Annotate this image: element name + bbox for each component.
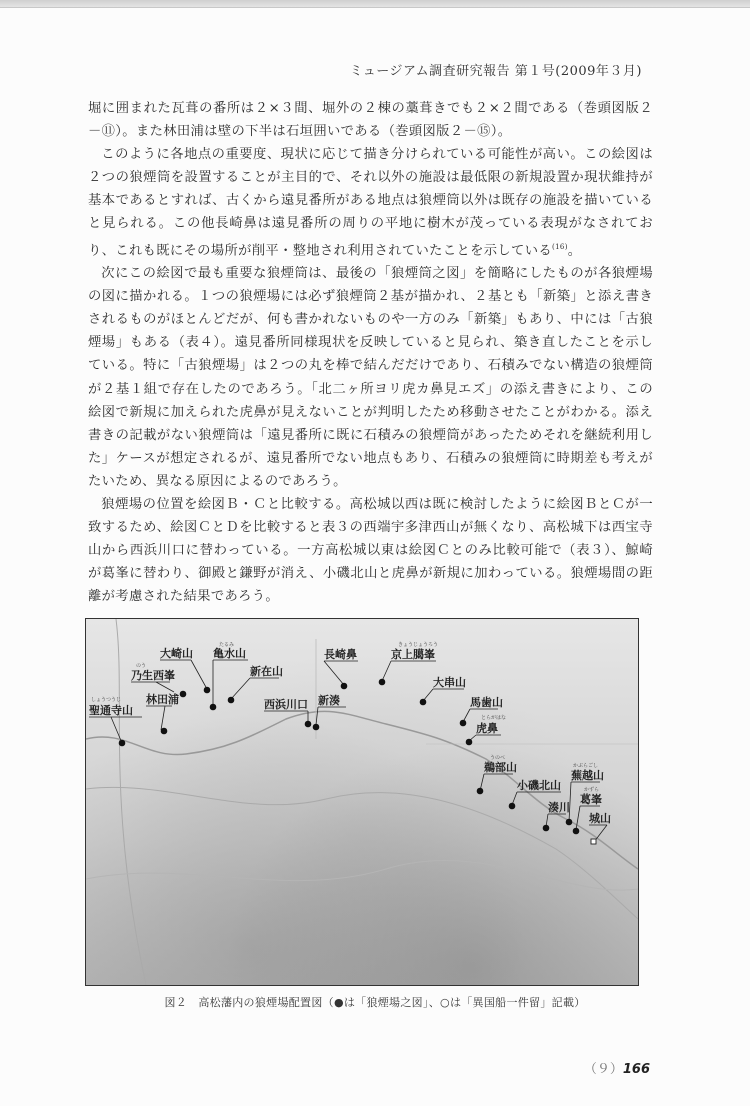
running-head: ミュージアム調査研究報告 第１号(2009年３月) — [349, 64, 642, 79]
map-label-5: 新在山 — [250, 665, 283, 678]
map-ruby-17: かずら — [584, 787, 600, 793]
footnote-ref-16[interactable]: (16) — [552, 242, 568, 251]
body-text — [88, 97, 653, 608]
map-ruby-12: とらがはな — [481, 715, 507, 721]
map-label-3: 大崎山 — [160, 647, 193, 660]
paragraph-3: 次にこの絵図で最も重要な狼煙筒は、最後の「狼煙筒之図」を簡略にしたものが各狼煙場の図に描かれる。１つの狼煙場には必ず狼煙筒２基が描かれ、２基とも「新築」と添え書きされるものがほとんどだが、何も書かれないものや一方のみ「新築」もあり、中には「古狼煙場」もある（表４）。遠見番所同様現状を反映していると見られ、築き直したことを示している。特に「古狼煙場」は２つの丸を棒で結んだだけであり、石積みでない構造の狼煙筒が２基１組で存在したのであろう。「北二ヶ所ヨリ虎カ鼻見エズ」の添え書きにより、この絵図で新規に加えられた虎鼻が見えないことが判明したため移動させたことがわかる。添え書きの記載がない狼煙筒は「遠見番所に既に石積みの狼煙筒があったためそれを継続利用した」ケースが想定されるが、遠見番所でない地点もあり、石積みの狼煙筒に時期差も考えがたいため、異なる原因によるのであろう。 — [88, 266, 653, 489]
paragraph-2-text: このように各地点の重要度、現状に応じて描き分けられている可能性が高い。この絵図は２つの狼煙筒を設置することが主目的で、それ以外の施設は最低限の新規設置か現状維持が基本であるとすれば、古くから遠見番所がある地点は狼煙筒以外は既存の施設を描いていると見られる。この他長崎鼻は遠見番所の周りの平地に樹木が茂っている表現がなされており、これも既にその場所が削平・整地され利用されていたことを示している — [88, 147, 653, 258]
figure-map — [85, 618, 639, 986]
map-label-14: 小磯北山 — [517, 779, 561, 792]
map-label-8: 長崎鼻 — [324, 648, 357, 661]
map-label-1: 乃生西峯 — [131, 669, 175, 682]
paragraph-2 — [88, 143, 653, 262]
figure-caption: 図２ 高松藩内の狼煙場配置図（●は「狼煙場之図」、○は「異国船一件留」記載） — [164, 996, 586, 1009]
map-label-13: 鵜部山 — [484, 761, 517, 774]
map-ruby-4: たるみ — [219, 642, 235, 648]
map-ruby-1: のう — [136, 663, 147, 669]
map-label-18: 城山 — [589, 812, 611, 825]
map-ruby-16: かぶらごし — [573, 763, 599, 769]
page-number — [584, 1058, 650, 1077]
map-overlay — [86, 619, 638, 985]
map-label-15: 湊川 — [548, 801, 570, 814]
map-label-9: 京上臈峯 — [391, 648, 435, 661]
map-label-10: 大串山 — [433, 676, 466, 689]
page-number-internal: （９） — [583, 1062, 623, 1077]
map-label-7: 新湊 — [318, 694, 340, 707]
open-marker-icon — [591, 839, 596, 844]
map-label-6: 西浜川口 — [264, 698, 308, 711]
map-label-17: 葛峯 — [580, 793, 602, 806]
map-label-2: 林田浦 — [146, 693, 179, 706]
map-label-12: 虎鼻 — [476, 722, 498, 735]
paragraph-4: 狼煙場の位置を絵図Ｂ・Ｃと比較する。高松城以西は既に検討したように絵図ＢとＣが一致するため、絵図ＣとＤを比較すると表３の西端宇多津西山が無くなり、高松城下は西宝寺山から西浜川口に替わっている。一方高松城以東は絵図Ｃとのみ比較可能で（表３）、鯨崎が葛峯に替わり、御殿と鎌野が消え、小磯北山と虎鼻が新規に加わっている。狼煙場間の距離が考慮された結果であろう。 — [88, 497, 653, 605]
paragraph-2-tail: 。 — [567, 242, 582, 258]
map-ruby-9: きょうじょうろう — [398, 642, 439, 648]
map-label-4: 亀水山 — [213, 647, 246, 660]
page-number-volume: 166 — [622, 1062, 650, 1077]
map-label-0: 聖通寺山 — [89, 704, 133, 717]
map-ruby-0: しょうつうじ — [91, 697, 122, 703]
paragraph-1: 堀に囲まれた瓦葺の番所は２×３間、堀外の２棟の藁葺きでも２×２間である（巻頭図版２－⑪）。また林田浦は壁の下半は石垣囲いである（巻頭図版２－⑮）。 — [88, 101, 653, 140]
map-label-16: 蕪越山 — [571, 769, 604, 782]
viewer-top-bar — [0, 0, 750, 8]
map-label-11: 馬歯山 — [470, 696, 503, 709]
map-ruby-13: うのべ — [490, 755, 506, 761]
